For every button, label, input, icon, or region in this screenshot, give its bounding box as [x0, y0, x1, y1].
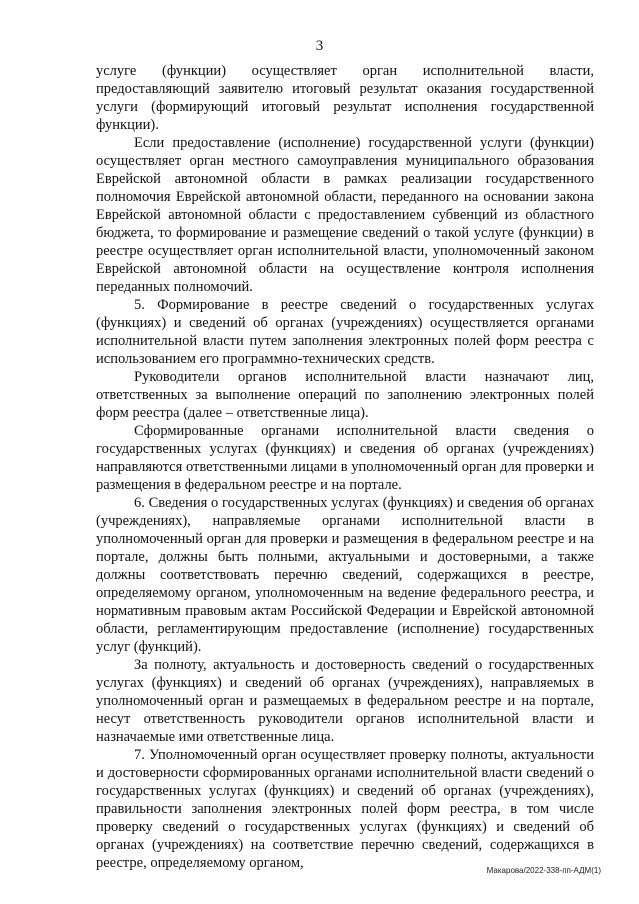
paragraph-item-7: 7. Уполномоченный орган осуществляет проверку полноты, актуальности и достоверности сформированных органами исполнительной власти сведений о государственных услугах (функциях) и сведений об органах (учреждениях), правильности заполнения электронных полей форм реестра, в том числе проверку сведений о государственных услугах (функциях) и сведений об органах (учреждениях) на соответствие перечню сведений, содержащихся в реестре, определяемому органом,: [96, 747, 594, 871]
paragraph-local-government: Если предоставление (исполнение) государственной услуги (функции) осуществляет орган местного самоуправления муниципального образования Еврейской автономной области в рамках реализации государственного полномочия Еврейской автономной области, переданного на основании закона Еврейской автономной области с предоставлением субвенций из областного бюджета, то формирование и размещение сведений о такой услуге (функции) в реестре осуществляет орган исполнительной власти, уполномоченный законом Еврейской автономной области на осуществление контроля исполнения переданных полномочий.: [96, 135, 594, 295]
page-number: 3: [315, 38, 324, 54]
paragraph-item-6: 6. Сведения о государственных услугах (функциях) и сведения об органах (учреждениях), направляемые органами исполнительной власти в уполномоченный орган для проверки и размещения в федеральном реестре и на портале, должны быть полными, актуальными и достоверными, а также должны соответствовать перечню сведений, содержащихся в реестре, определяемому органом, уполномоченным на ведение федерального реестра, и нормативным правовым актам Российской Федерации и Еврейской автономной области, регламентирующим предоставление (исполнение) государственных услуг (функций).: [96, 495, 594, 655]
paragraph-responsible-persons: Руководители органов исполнительной власти назначают лиц, ответственных за выполнение операций по заполнению электронных полей форм реестра (далее – ответственные лица).: [96, 369, 594, 421]
paragraph-continuation: услуге (функции) осуществляет орган исполнительной власти, предоставляющий заявителю итоговый результат оказания государственной услуги (формирующий итоговый результат исполнения государственной функции).: [96, 63, 594, 133]
paragraph-responsibility: За полноту, актуальность и достоверность сведений о государственных услугах (функциях) и сведений об органах (учреждениях), направляемых в уполномоченный орган и размещаемых в федеральном реестре и на портале, несут ответственность руководители органов исполнительной власти и назначаемые ими ответственные лица.: [96, 657, 594, 745]
document-reference: Макарова/2022-338-пп-АДМ(1): [486, 866, 601, 875]
paragraph-formed-information: Сформированные органами исполнительной власти сведения о государственных услугах (функциях) и сведения об органах (учреждениях) направляются ответственными лицами в уполномоченный орган для проверки и размещения в федеральном реестре и на портале.: [96, 423, 594, 493]
document-body: [96, 62, 594, 872]
paragraph-item-5: 5. Формирование в реестре сведений о государственных услугах (функциях) и сведений об органах (учреждениях) осуществляется органами исполнительной власти путем заполнения электронных полей форм реестра с использованием его программно-технических средств.: [96, 297, 594, 367]
